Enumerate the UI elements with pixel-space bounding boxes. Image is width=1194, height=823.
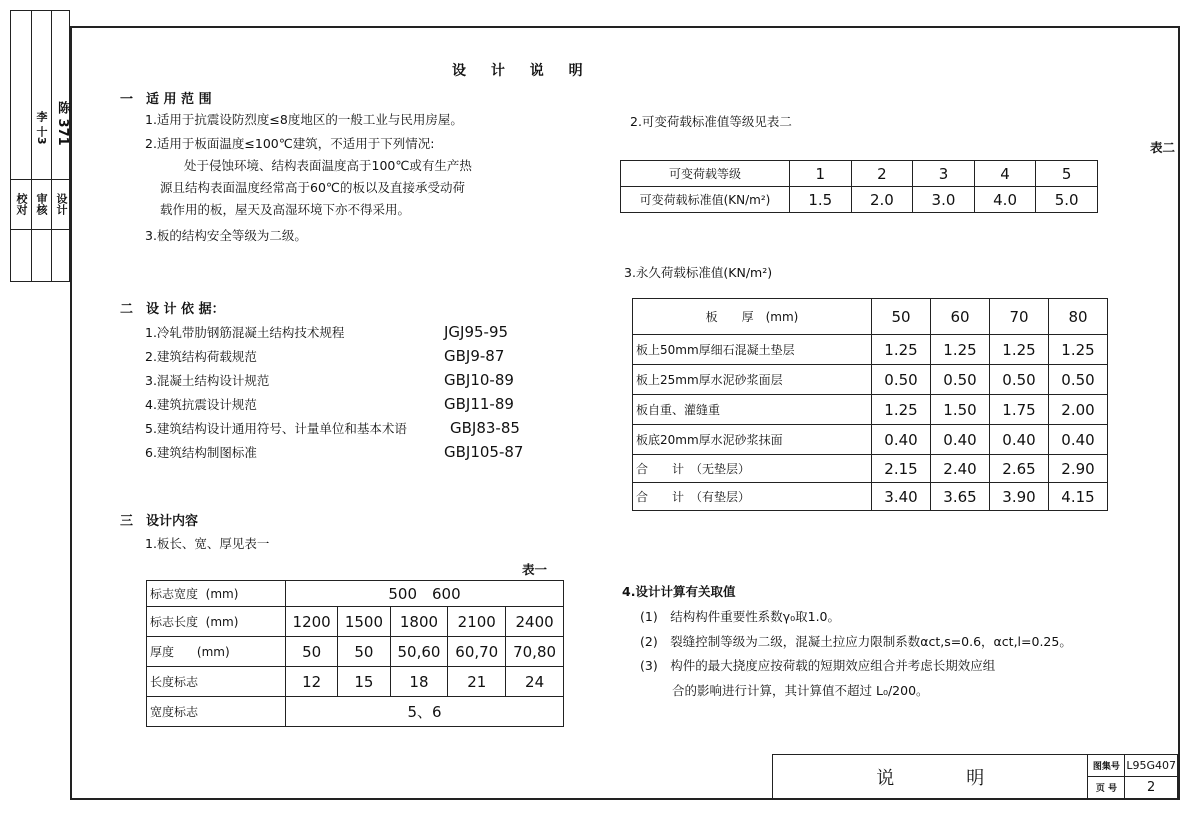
section-4-heading: 4.设计计算有关取值 [622,584,736,599]
t3-row-label: 板自重、灌缝重 [633,395,872,425]
t3-cell: 3.65 [931,483,990,511]
t3-cell: 1.25 [872,335,931,365]
t1-cell: 50 [338,637,390,667]
t1-r4-label: 长度标志 [147,667,286,697]
t1-cell: 70,80 [506,637,564,667]
t3-cell: 1.25 [1049,335,1108,365]
atlas-number-label: 图集号 [1088,755,1125,777]
t2-cell: 2.0 [851,187,913,213]
t1-cell: 50 [286,637,338,667]
section-1-item-3: 3.板的结构安全等级为二级。 [145,228,307,243]
section-4-line-1: (1) 结构构件重要性系数γ₀取1.0。 [640,609,840,624]
t2-cell: 1.5 [790,187,852,213]
t3-cell: 0.40 [1049,425,1108,455]
t3-row-label: 合 计 （有垫层） [633,483,872,511]
table1-label: 表一 [522,562,548,577]
ref-code-6: GBJ105-87 [444,443,524,461]
ref-name-5: 5.建筑结构设计通用符号、计量单位和基本术语 [145,421,407,436]
t3-cell: 0.50 [990,365,1049,395]
t1-cell: 21 [448,667,506,697]
title-block [772,754,1178,799]
section-1-item-2c: 载作用的板，屋天及高湿环境下亦不得采用。 [160,202,411,217]
section-4-line-2: (2) 裂缝控制等级为二级，混凝土拉应力限制系数αct,s=0.6，αct,l=0.25。 [640,634,1072,649]
strip-label-2: 校对 [15,193,28,215]
t3-cell: 1.25 [872,395,931,425]
t1-cell: 12 [286,667,338,697]
strip-label-1: 审核 [35,193,48,215]
t3-cell: 2.65 [990,455,1049,483]
t3-header-cell: 60 [931,299,990,335]
t3-cell: 1.75 [990,395,1049,425]
table-1 [146,580,564,727]
ref-name-6: 6.建筑结构制图标准 [145,445,257,460]
variable-load-heading: 2.可变荷载标准值等级见表二 [630,114,792,129]
t3-cell: 2.15 [872,455,931,483]
t1-r3-label: 厚度 (mm) [147,637,286,667]
t3-cell: 3.40 [872,483,931,511]
t1-cell: 1800 [390,607,448,637]
t2-cell: 4.0 [974,187,1036,213]
section-1-item-1: 1.适用于抗震设防烈度≤8度地区的一般工业与民用房屋。 [145,112,463,127]
t2-cell: 2 [851,161,913,187]
ref-name-2: 2.建筑结构荷载规范 [145,349,257,364]
ref-code-4: GBJ11-89 [444,395,514,413]
t1-cell: 15 [338,667,390,697]
t2-header-label: 可变荷载等级 [621,161,790,187]
t1-r5-value: 5、6 [286,697,564,727]
ref-code-2: GBJ9-87 [444,347,505,365]
ref-code-5: GBJ83-85 [450,419,520,437]
t1-cell: 24 [506,667,564,697]
section-3-sub: 1.板长、宽、厚见表一 [145,536,270,551]
t3-cell: 0.40 [931,425,990,455]
signature-2: 陈 371 [55,101,70,146]
atlas-number-value: L95G407 [1125,755,1178,777]
t1-r5-label: 宽度标志 [147,697,286,727]
t1-cell: 2100 [448,607,506,637]
t3-cell: 0.40 [990,425,1049,455]
t1-cell: 18 [390,667,448,697]
t1-r2-label: 标志长度 (mm) [147,607,286,637]
t3-cell: 2.90 [1049,455,1108,483]
t3-row-label: 板底20mm厚水泥砂浆抹面 [633,425,872,455]
t3-cell: 1.25 [990,335,1049,365]
page-title: 设 计 说 明 [452,63,583,79]
section-4-line-4: 合的影响进行计算，其计算值不超过 L₀/200。 [672,683,929,698]
t1-cell: 1500 [338,607,390,637]
ref-code-1: JGJ95-95 [444,323,509,341]
t3-header-cell: 50 [872,299,931,335]
t3-cell: 1.50 [931,395,990,425]
table-2 [620,160,1098,213]
t3-row-label: 合 计 （无垫层） [633,455,872,483]
page-number-label: 页 号 [1088,777,1125,799]
section-3-heading: 三 设计内容 [120,514,199,529]
t3-header-cell: 70 [990,299,1049,335]
t1-cell: 50,60 [390,637,448,667]
t3-cell: 0.50 [1049,365,1108,395]
t2-cell: 1 [790,161,852,187]
title-block-name: 说 明 [773,755,1088,799]
t2-cell: 3 [913,161,975,187]
t2-cell: 5.0 [1036,187,1098,213]
t3-row-label: 板上25mm厚水泥砂浆面层 [633,365,872,395]
ref-name-1: 1.冷轧带肋钢筋混凝土结构技术规程 [145,325,345,340]
t3-cell: 0.50 [931,365,990,395]
strip-label-3: 设计 [55,193,68,215]
t3-cell: 0.50 [872,365,931,395]
t3-cell: 1.25 [931,335,990,365]
t3-cell: 2.40 [931,455,990,483]
table2-label: 表二 [1150,140,1176,155]
section-2-heading: 二 设 计 依 据： [120,302,225,317]
t3-cell: 2.00 [1049,395,1108,425]
table-3 [632,298,1108,511]
t1-cell: 1200 [286,607,338,637]
ref-name-3: 3.混凝土结构设计规范 [145,373,270,388]
t3-header-label: 板 厚 (mm) [633,299,872,335]
t1-r1-value: 500 600 [286,581,564,607]
t3-cell: 0.40 [872,425,931,455]
t2-row-label: 可变荷载标准值(KN/m²) [621,187,790,213]
signature-1: 李 十3 [35,111,48,145]
ref-code-3: GBJ10-89 [444,371,514,389]
t3-cell: 4.15 [1049,483,1108,511]
t2-cell: 3.0 [913,187,975,213]
t3-row-label: 板上50mm厚细石混凝土垫层 [633,335,872,365]
permanent-load-heading: 3.永久荷载标准值(KN/m²) [624,265,773,280]
section-1-item-2a: 处于侵蚀环境、结构表面温度高于100℃或有生产热 [184,158,472,173]
signature-strip [10,10,70,282]
t2-cell: 4 [974,161,1036,187]
t1-cell: 2400 [506,607,564,637]
t1-cell: 60,70 [448,637,506,667]
section-1-item-2: 2.适用于板面温度≤100℃建筑，不适用于下列情况: [145,136,435,151]
ref-name-4: 4.建筑抗震设计规范 [145,397,257,412]
t1-r1-label: 标志宽度 (mm) [147,581,286,607]
section-1-heading: 一 适 用 范 围 [120,92,212,107]
section-4-line-3: (3) 构件的最大挠度应按荷载的短期效应组合并考虑长期效应组 [640,658,996,673]
page-number-value: 2 [1125,777,1178,799]
t3-header-cell: 80 [1049,299,1108,335]
t2-cell: 5 [1036,161,1098,187]
t3-cell: 3.90 [990,483,1049,511]
section-1-item-2b: 源且结构表面温度经常高于60℃的板以及直接承受动荷 [160,180,465,195]
